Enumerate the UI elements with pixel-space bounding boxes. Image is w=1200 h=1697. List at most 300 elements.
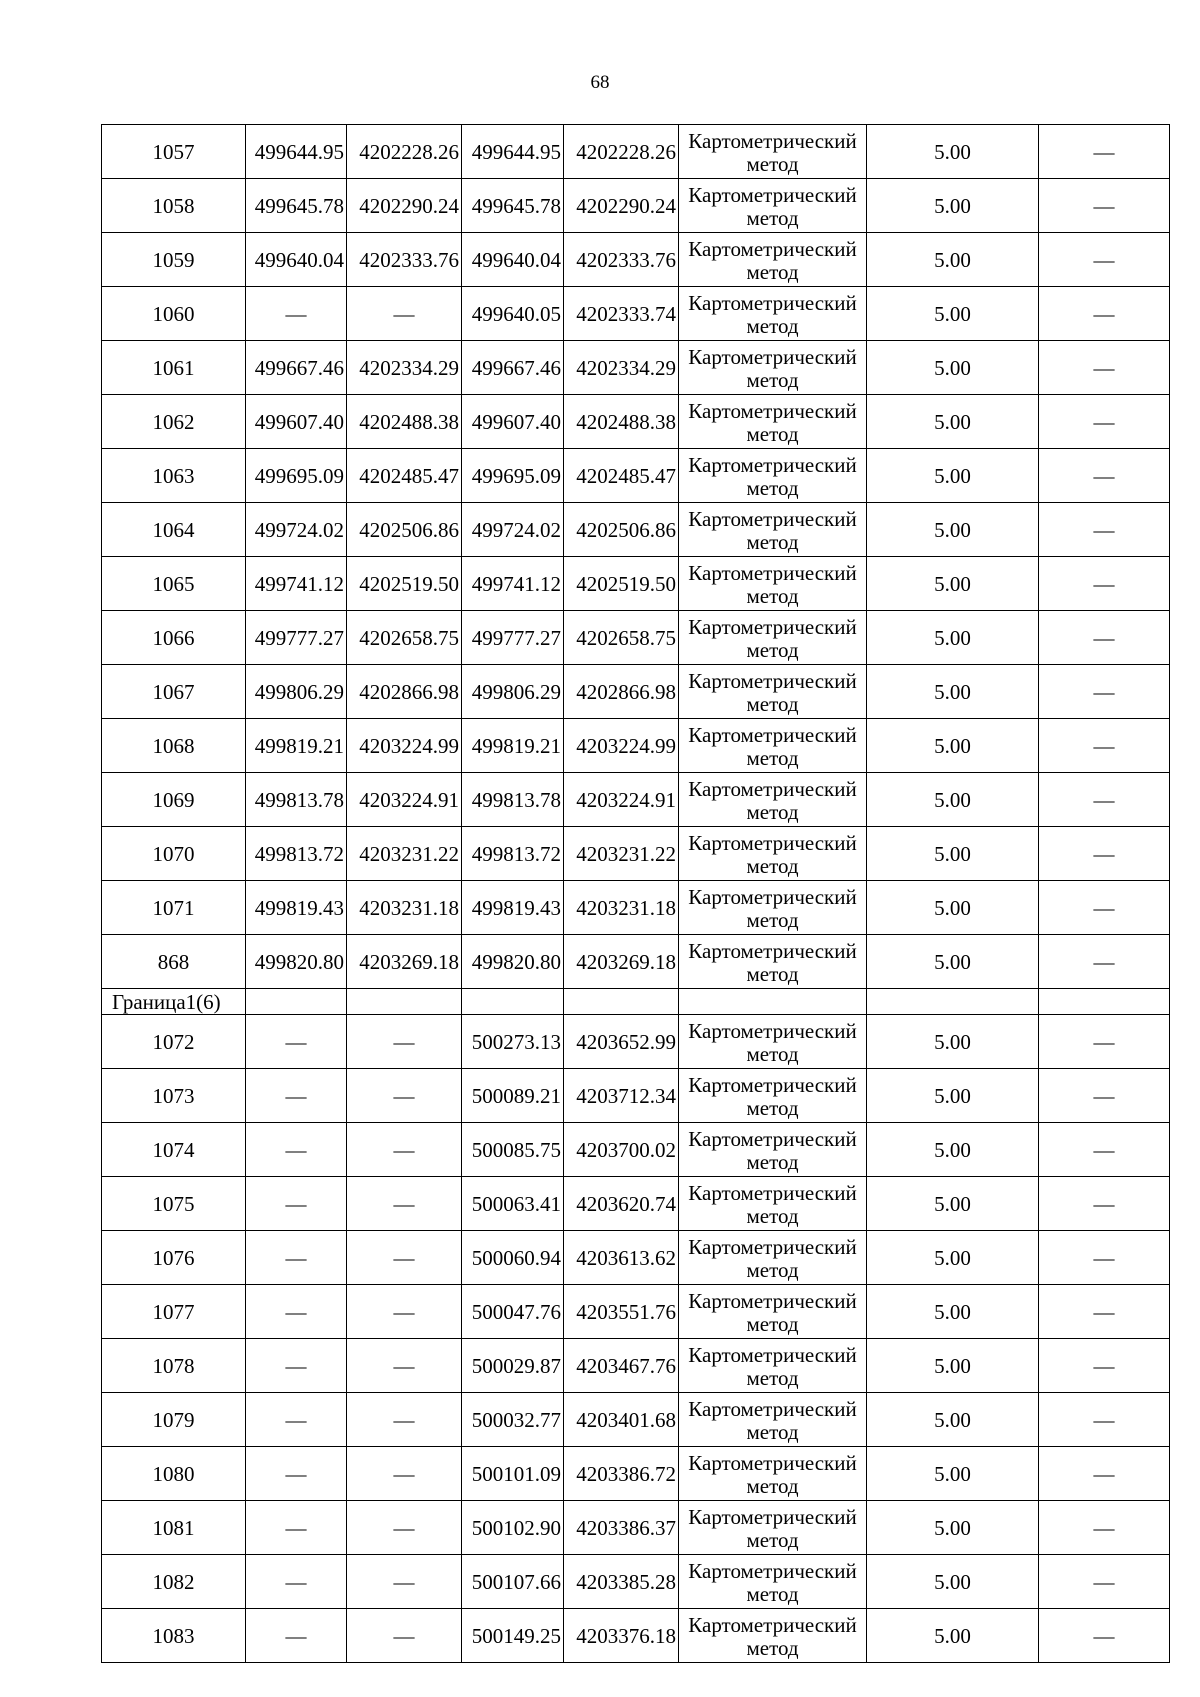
accuracy-cell: 5.00 [867, 611, 1039, 665]
accuracy-cell: 5.00 [867, 557, 1039, 611]
table-row [102, 1285, 1170, 1339]
accuracy-cell: 5.00 [867, 287, 1039, 341]
y-existing-cell: — [347, 1339, 462, 1393]
empty-cell [679, 989, 867, 1015]
x-refined-cell: 499777.27 [462, 611, 564, 665]
method-line-2: метод [746, 1149, 799, 1174]
x-existing-cell: — [246, 1231, 347, 1285]
method-line-1: Картометрический [688, 668, 857, 693]
note-cell: — [1039, 287, 1170, 341]
x-existing-cell: — [246, 1393, 347, 1447]
y-refined-cell: 4203613.62 [564, 1231, 679, 1285]
method-line-2: метод [746, 1581, 799, 1606]
y-refined-cell: 4203269.18 [564, 935, 679, 989]
y-existing-cell: 4203231.22 [347, 827, 462, 881]
y-existing-cell: 4203224.99 [347, 719, 462, 773]
method-line-2: метод [746, 637, 799, 662]
table-row [102, 503, 1170, 557]
accuracy-cell: 5.00 [867, 827, 1039, 881]
accuracy-cell: 5.00 [867, 1339, 1039, 1393]
x-existing-cell: 499777.27 [246, 611, 347, 665]
table-row [102, 1123, 1170, 1177]
y-refined-cell: 4202488.38 [564, 395, 679, 449]
y-existing-cell: — [347, 1015, 462, 1069]
method-line-1: Картометрический [688, 1126, 857, 1151]
method-line-2: метод [746, 1365, 799, 1390]
method-line-2: метод [746, 1041, 799, 1066]
x-existing-cell: 499667.46 [246, 341, 347, 395]
method-line-2: метод [746, 1311, 799, 1336]
y-existing-cell: — [347, 1123, 462, 1177]
x-existing-cell: — [246, 1609, 347, 1663]
point-id-cell: 1074 [102, 1123, 246, 1177]
y-refined-cell: 4202519.50 [564, 557, 679, 611]
method-line-2: метод [746, 367, 799, 392]
method-line-1: Картометрический [688, 1504, 857, 1529]
x-refined-cell: 499695.09 [462, 449, 564, 503]
method-cell [679, 287, 867, 341]
section-header-row [102, 989, 1170, 1015]
point-id-cell: 1064 [102, 503, 246, 557]
method-line-1: Картометрический [688, 614, 857, 639]
accuracy-cell: 5.00 [867, 341, 1039, 395]
method-cell [679, 719, 867, 773]
point-id-cell: 1070 [102, 827, 246, 881]
note-cell: — [1039, 611, 1170, 665]
method-line-2: метод [746, 1635, 799, 1660]
x-existing-cell: 499607.40 [246, 395, 347, 449]
note-cell: — [1039, 1123, 1170, 1177]
accuracy-cell: 5.00 [867, 1555, 1039, 1609]
method-cell [679, 665, 867, 719]
method-cell [679, 179, 867, 233]
y-refined-cell: 4203376.18 [564, 1609, 679, 1663]
x-refined-cell: 500102.90 [462, 1501, 564, 1555]
note-cell: — [1039, 1609, 1170, 1663]
y-refined-cell: 4203401.68 [564, 1393, 679, 1447]
x-refined-cell: 499813.78 [462, 773, 564, 827]
note-cell: — [1039, 1231, 1170, 1285]
point-id-cell: 1069 [102, 773, 246, 827]
table-row [102, 773, 1170, 827]
method-cell [679, 1015, 867, 1069]
y-refined-cell: 4203386.37 [564, 1501, 679, 1555]
method-cell [679, 1555, 867, 1609]
y-existing-cell: 4202866.98 [347, 665, 462, 719]
method-line-2: метод [746, 799, 799, 824]
x-existing-cell: — [246, 287, 347, 341]
point-id-cell: 1059 [102, 233, 246, 287]
accuracy-cell: 5.00 [867, 1015, 1039, 1069]
table-row [102, 449, 1170, 503]
y-refined-cell: 4202658.75 [564, 611, 679, 665]
empty-cell [246, 989, 347, 1015]
y-existing-cell: 4202519.50 [347, 557, 462, 611]
accuracy-cell: 5.00 [867, 1393, 1039, 1447]
note-cell: — [1039, 557, 1170, 611]
accuracy-cell: 5.00 [867, 1123, 1039, 1177]
table-row [102, 1231, 1170, 1285]
method-line-2: метод [746, 1473, 799, 1498]
y-existing-cell: 4202334.29 [347, 341, 462, 395]
method-line-1: Картометрический [688, 344, 857, 369]
method-line-1: Картометрический [688, 1450, 857, 1475]
x-existing-cell: — [246, 1177, 347, 1231]
x-existing-cell: — [246, 1069, 347, 1123]
method-line-1: Картометрический [688, 1342, 857, 1367]
coordinates-table [101, 124, 1170, 1663]
x-existing-cell: 499819.21 [246, 719, 347, 773]
note-cell: — [1039, 1501, 1170, 1555]
y-existing-cell: 4202333.76 [347, 233, 462, 287]
y-existing-cell: 4203231.18 [347, 881, 462, 935]
table-row [102, 1609, 1170, 1663]
table-row [102, 665, 1170, 719]
y-existing-cell: 4203269.18 [347, 935, 462, 989]
method-cell [679, 1069, 867, 1123]
y-refined-cell: 4202333.74 [564, 287, 679, 341]
table-row [102, 1447, 1170, 1501]
method-line-2: метод [746, 1203, 799, 1228]
accuracy-cell: 5.00 [867, 179, 1039, 233]
y-refined-cell: 4203231.22 [564, 827, 679, 881]
x-refined-cell: 499819.21 [462, 719, 564, 773]
method-line-1: Картометрический [688, 1180, 857, 1205]
y-refined-cell: 4202333.76 [564, 233, 679, 287]
method-line-2: метод [746, 1095, 799, 1120]
method-line-1: Картометрический [688, 722, 857, 747]
method-line-1: Картометрический [688, 1288, 857, 1313]
x-existing-cell: 499813.78 [246, 773, 347, 827]
table-row [102, 881, 1170, 935]
note-cell: — [1039, 233, 1170, 287]
note-cell: — [1039, 503, 1170, 557]
method-line-2: метод [746, 907, 799, 932]
x-existing-cell: — [246, 1447, 347, 1501]
accuracy-cell: 5.00 [867, 1501, 1039, 1555]
table-row [102, 1069, 1170, 1123]
method-line-1: Картометрический [688, 1396, 857, 1421]
method-cell [679, 125, 867, 179]
note-cell: — [1039, 1339, 1170, 1393]
x-refined-cell: 499645.78 [462, 179, 564, 233]
accuracy-cell: 5.00 [867, 125, 1039, 179]
method-cell [679, 881, 867, 935]
y-refined-cell: 4203385.28 [564, 1555, 679, 1609]
x-refined-cell: 499640.05 [462, 287, 564, 341]
note-cell: — [1039, 719, 1170, 773]
note-cell: — [1039, 395, 1170, 449]
x-refined-cell: 500107.66 [462, 1555, 564, 1609]
accuracy-cell: 5.00 [867, 881, 1039, 935]
accuracy-cell: 5.00 [867, 665, 1039, 719]
point-id-cell: 1058 [102, 179, 246, 233]
method-cell [679, 233, 867, 287]
point-id-cell: 868 [102, 935, 246, 989]
point-id-cell: 1071 [102, 881, 246, 935]
method-line-1: Картометрический [688, 1072, 857, 1097]
y-existing-cell: — [347, 1285, 462, 1339]
y-existing-cell: 4202485.47 [347, 449, 462, 503]
method-line-1: Картометрический [688, 1558, 857, 1583]
table-row [102, 557, 1170, 611]
note-cell: — [1039, 1555, 1170, 1609]
y-existing-cell: 4202658.75 [347, 611, 462, 665]
note-cell: — [1039, 449, 1170, 503]
point-id-cell: 1079 [102, 1393, 246, 1447]
empty-cell [347, 989, 462, 1015]
x-existing-cell: 499819.43 [246, 881, 347, 935]
method-cell [679, 827, 867, 881]
method-line-1: Картометрический [688, 182, 857, 207]
method-line-2: метод [746, 961, 799, 986]
y-existing-cell: — [347, 1447, 462, 1501]
x-refined-cell: 500060.94 [462, 1231, 564, 1285]
point-id-cell: 1067 [102, 665, 246, 719]
y-existing-cell: 4203224.91 [347, 773, 462, 827]
accuracy-cell: 5.00 [867, 449, 1039, 503]
accuracy-cell: 5.00 [867, 1069, 1039, 1123]
y-existing-cell: 4202228.26 [347, 125, 462, 179]
x-existing-cell: 499813.72 [246, 827, 347, 881]
accuracy-cell: 5.00 [867, 1447, 1039, 1501]
accuracy-cell: 5.00 [867, 719, 1039, 773]
method-line-1: Картометрический [688, 830, 857, 855]
method-line-1: Картометрический [688, 1234, 857, 1259]
note-cell: — [1039, 1447, 1170, 1501]
note-cell: — [1039, 935, 1170, 989]
method-cell [679, 395, 867, 449]
method-cell [679, 341, 867, 395]
method-cell [679, 449, 867, 503]
accuracy-cell: 5.00 [867, 1231, 1039, 1285]
x-refined-cell: 499813.72 [462, 827, 564, 881]
table-row [102, 1177, 1170, 1231]
x-existing-cell: 499640.04 [246, 233, 347, 287]
table-row [102, 1501, 1170, 1555]
point-id-cell: 1060 [102, 287, 246, 341]
y-existing-cell: — [347, 1501, 462, 1555]
section-label: Граница1(6) [102, 989, 246, 1015]
method-cell [679, 611, 867, 665]
y-existing-cell: — [347, 1609, 462, 1663]
y-existing-cell: — [347, 1177, 462, 1231]
y-refined-cell: 4203700.02 [564, 1123, 679, 1177]
empty-cell [1039, 989, 1170, 1015]
method-line-1: Картометрический [688, 506, 857, 531]
table-row [102, 341, 1170, 395]
x-refined-cell: 500032.77 [462, 1393, 564, 1447]
method-line-1: Картометрический [688, 938, 857, 963]
method-cell [679, 557, 867, 611]
x-existing-cell: — [246, 1015, 347, 1069]
method-cell [679, 1177, 867, 1231]
y-refined-cell: 4202290.24 [564, 179, 679, 233]
empty-cell [867, 989, 1039, 1015]
method-cell [679, 1609, 867, 1663]
method-cell [679, 1231, 867, 1285]
point-id-cell: 1082 [102, 1555, 246, 1609]
x-existing-cell: — [246, 1555, 347, 1609]
accuracy-cell: 5.00 [867, 395, 1039, 449]
empty-cell [462, 989, 564, 1015]
x-existing-cell: 499820.80 [246, 935, 347, 989]
method-cell [679, 1339, 867, 1393]
method-line-1: Картометрический [688, 290, 857, 315]
table-row [102, 1555, 1170, 1609]
point-id-cell: 1075 [102, 1177, 246, 1231]
note-cell: — [1039, 125, 1170, 179]
x-refined-cell: 499640.04 [462, 233, 564, 287]
accuracy-cell: 5.00 [867, 935, 1039, 989]
method-line-1: Картометрический [688, 452, 857, 477]
empty-cell [564, 989, 679, 1015]
y-refined-cell: 4202334.29 [564, 341, 679, 395]
y-refined-cell: 4202506.86 [564, 503, 679, 557]
point-id-cell: 1080 [102, 1447, 246, 1501]
y-refined-cell: 4203712.34 [564, 1069, 679, 1123]
y-refined-cell: 4203652.99 [564, 1015, 679, 1069]
table-row [102, 287, 1170, 341]
method-line-2: метод [746, 1527, 799, 1552]
table-row [102, 935, 1170, 989]
method-line-2: метод [746, 745, 799, 770]
point-id-cell: 1066 [102, 611, 246, 665]
x-refined-cell: 499607.40 [462, 395, 564, 449]
y-refined-cell: 4203551.76 [564, 1285, 679, 1339]
accuracy-cell: 5.00 [867, 233, 1039, 287]
x-refined-cell: 500089.21 [462, 1069, 564, 1123]
note-cell: — [1039, 1177, 1170, 1231]
method-cell [679, 1285, 867, 1339]
method-line-1: Картометрический [688, 1018, 857, 1043]
method-cell [679, 1393, 867, 1447]
x-refined-cell: 500085.75 [462, 1123, 564, 1177]
y-refined-cell: 4203467.76 [564, 1339, 679, 1393]
x-existing-cell: — [246, 1339, 347, 1393]
point-id-cell: 1061 [102, 341, 246, 395]
method-line-1: Картометрический [688, 236, 857, 261]
x-refined-cell: 499667.46 [462, 341, 564, 395]
y-refined-cell: 4202866.98 [564, 665, 679, 719]
method-line-2: метод [746, 151, 799, 176]
y-refined-cell: 4203231.18 [564, 881, 679, 935]
y-existing-cell: 4202506.86 [347, 503, 462, 557]
accuracy-cell: 5.00 [867, 773, 1039, 827]
point-id-cell: 1068 [102, 719, 246, 773]
method-line-2: метод [746, 1257, 799, 1282]
method-line-2: метод [746, 583, 799, 608]
y-existing-cell: — [347, 287, 462, 341]
x-refined-cell: 499644.95 [462, 125, 564, 179]
note-cell: — [1039, 179, 1170, 233]
note-cell: — [1039, 1285, 1170, 1339]
note-cell: — [1039, 881, 1170, 935]
y-existing-cell: — [347, 1069, 462, 1123]
table-row [102, 395, 1170, 449]
accuracy-cell: 5.00 [867, 1285, 1039, 1339]
x-existing-cell: — [246, 1123, 347, 1177]
note-cell: — [1039, 665, 1170, 719]
point-id-cell: 1063 [102, 449, 246, 503]
method-line-2: метод [746, 853, 799, 878]
method-line-1: Картометрический [688, 1612, 857, 1637]
method-cell [679, 503, 867, 557]
note-cell: — [1039, 773, 1170, 827]
y-refined-cell: 4203620.74 [564, 1177, 679, 1231]
method-line-2: метод [746, 691, 799, 716]
x-refined-cell: 500101.09 [462, 1447, 564, 1501]
note-cell: — [1039, 1069, 1170, 1123]
x-refined-cell: 499806.29 [462, 665, 564, 719]
x-refined-cell: 499819.43 [462, 881, 564, 935]
x-refined-cell: 499741.12 [462, 557, 564, 611]
y-refined-cell: 4202485.47 [564, 449, 679, 503]
x-existing-cell: 499644.95 [246, 125, 347, 179]
method-line-2: метод [746, 205, 799, 230]
x-refined-cell: 500063.41 [462, 1177, 564, 1231]
table-row [102, 719, 1170, 773]
x-existing-cell: 499645.78 [246, 179, 347, 233]
accuracy-cell: 5.00 [867, 1609, 1039, 1663]
x-existing-cell: 499741.12 [246, 557, 347, 611]
note-cell: — [1039, 827, 1170, 881]
method-cell [679, 773, 867, 827]
accuracy-cell: 5.00 [867, 503, 1039, 557]
x-refined-cell: 499820.80 [462, 935, 564, 989]
table-row [102, 827, 1170, 881]
y-refined-cell: 4203224.91 [564, 773, 679, 827]
table-body [102, 125, 1170, 1663]
method-line-1: Картометрический [688, 560, 857, 585]
point-id-cell: 1078 [102, 1339, 246, 1393]
x-existing-cell: — [246, 1285, 347, 1339]
page-number: 68 [590, 72, 610, 93]
method-line-1: Картометрический [688, 884, 857, 909]
x-existing-cell: 499806.29 [246, 665, 347, 719]
method-line-1: Картометрический [688, 398, 857, 423]
method-cell [679, 1447, 867, 1501]
method-line-2: метод [746, 259, 799, 284]
x-existing-cell: 499695.09 [246, 449, 347, 503]
y-refined-cell: 4203224.99 [564, 719, 679, 773]
point-id-cell: 1077 [102, 1285, 246, 1339]
y-existing-cell: — [347, 1231, 462, 1285]
point-id-cell: 1065 [102, 557, 246, 611]
note-cell: — [1039, 1015, 1170, 1069]
accuracy-cell: 5.00 [867, 1177, 1039, 1231]
point-id-cell: 1076 [102, 1231, 246, 1285]
table-row [102, 1339, 1170, 1393]
x-existing-cell: — [246, 1501, 347, 1555]
y-existing-cell: — [347, 1555, 462, 1609]
table-row [102, 233, 1170, 287]
point-id-cell: 1083 [102, 1609, 246, 1663]
x-refined-cell: 500047.76 [462, 1285, 564, 1339]
method-line-1: Картометрический [688, 128, 857, 153]
table-row [102, 125, 1170, 179]
x-refined-cell: 500029.87 [462, 1339, 564, 1393]
method-line-2: метод [746, 475, 799, 500]
y-existing-cell: 4202290.24 [347, 179, 462, 233]
point-id-cell: 1072 [102, 1015, 246, 1069]
point-id-cell: 1073 [102, 1069, 246, 1123]
method-line-1: Картометрический [688, 776, 857, 801]
point-id-cell: 1057 [102, 125, 246, 179]
method-line-2: метод [746, 1419, 799, 1444]
method-cell [679, 1501, 867, 1555]
table-row [102, 1393, 1170, 1447]
